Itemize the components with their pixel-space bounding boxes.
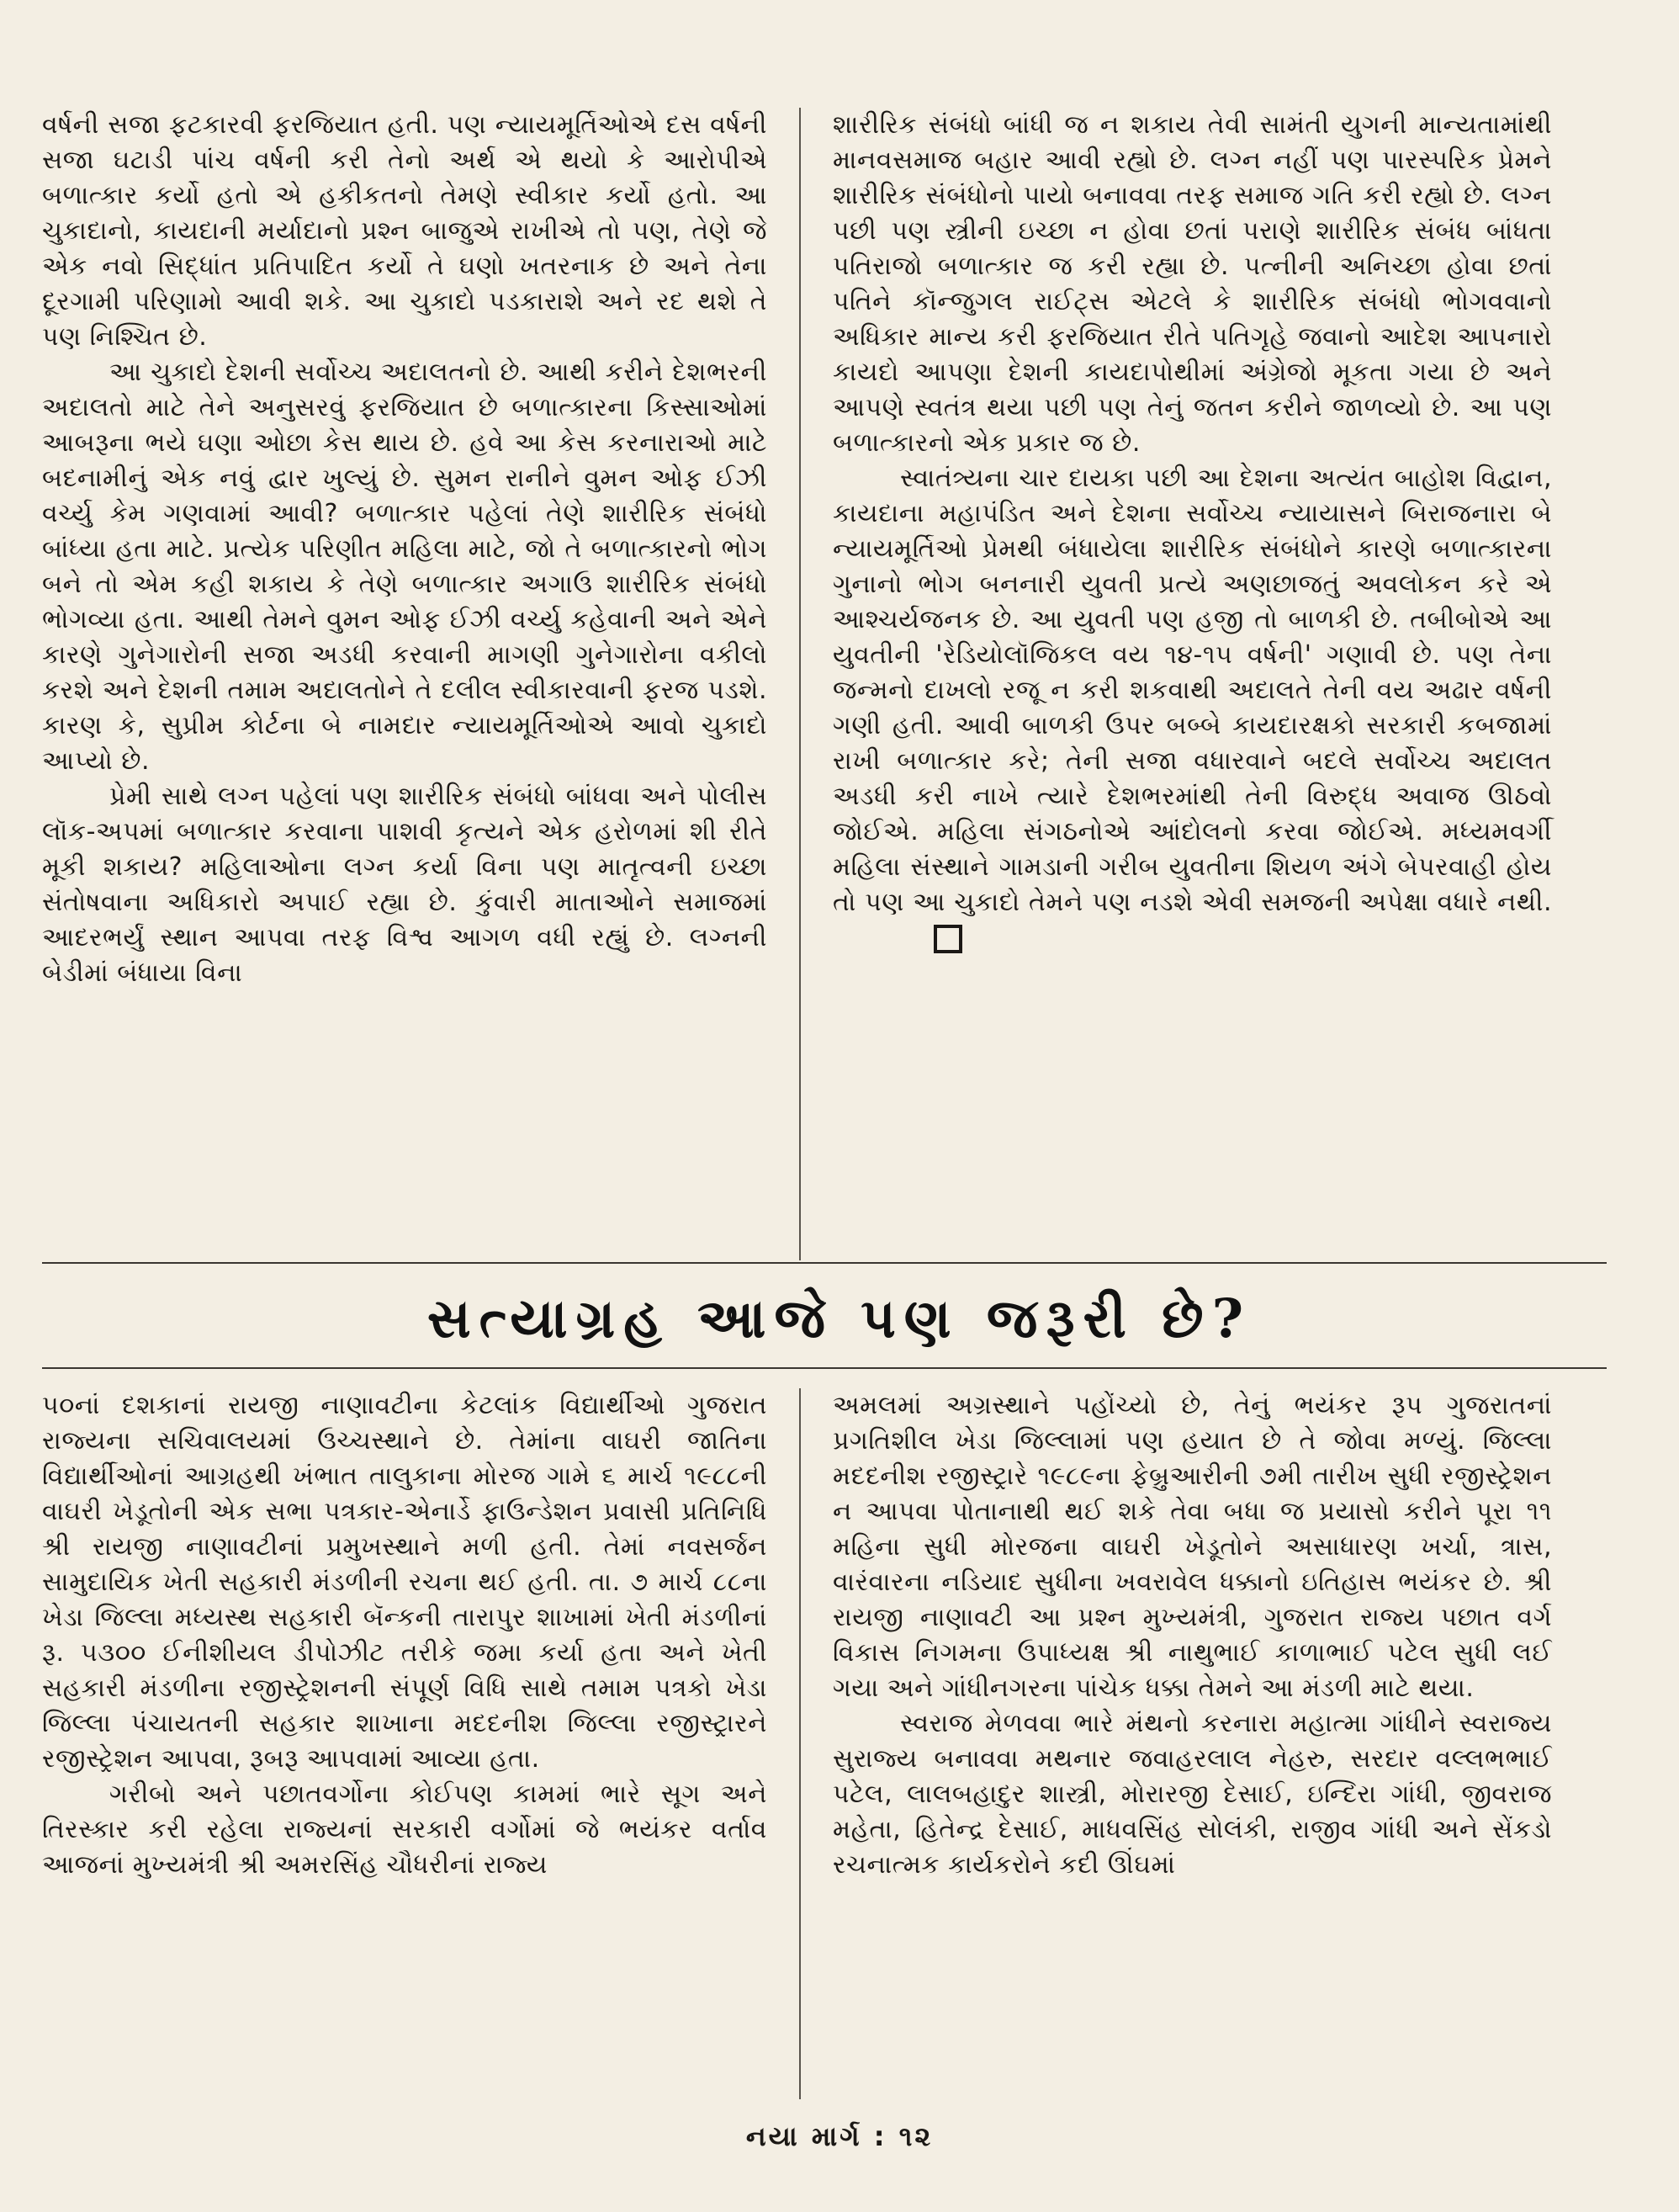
article-top-column-left	[42, 108, 767, 991]
paragraph: ૫૦નાં દશકાનાં રાયજી નાણાવટીના કેટલાંક વિદ્યાર્થીઓ ગુજરાત રાજ્યના સચિવાલયમાં ઉચ્ચસ્થાને છે. તેમાંના વાઘરી જાતિના વિદ્યાર્થીઓનાં આગ્રહથી ખંભાત તાલુકાના મોરજ ગામે ૬ માર્ચ ૧૯૮૮ની વાઘરી ખેડૂતોની એક સભા પત્રકાર-એનાર્ડે ફાઉન્ડેશન પ્રવાસી પ્રતિનિધિ શ્રી રાયજી નાણાવટીનાં પ્રમુખસ્થાને મળી હતી. તેમાં નવસર્જન સામુદાયિક ખેતી સહકારી મંડળીની રચના થઈ હતી. તા. ૭ માર્ચ ૮૮ના ખેડા જિલ્લા મધ્યસ્થ સહકારી બૅન્કની તારાપુર શાખામાં ખેતી મંડળીનાં રૂ. ૫૩૦૦ ઈનીશીયલ ડીપોઝીટ તરીકે જમા કર્યા હતા અને ખેતી સહકારી મંડળીના રજીસ્ટ્રેશનની સંપૂર્ણ વિધિ સાથે તમામ પત્રકો ખેડા જિલ્લા પંચાયતની સહકાર શાખાના મદદનીશ જિલ્લા રજીસ્ટ્રારને રજીસ્ટ્રેશન આપવા, રૂબરૂ આપવામાં આવ્યા હતા.	[42, 1391, 767, 1774]
column-divider	[799, 1388, 801, 2099]
paragraph: પ્રેમી સાથે લગ્ન પહેલાં પણ શારીરિક સંબંધો બાંધવા અને પોલીસ લૉક-અપમાં બળાત્કાર કરવાના પાશવી કૃત્યને એક હરોળમાં શી રીતે મૂકી શકાય? મહિલાઓના લગ્ન કર્યા વિના પણ માતૃત્વની ઇચ્છા સંતોષવાના અધિકારો અપાઈ રહ્યા છે. કુંવારી માતાઓને સમાજમાં આદરભર્યું સ્થાન આપવા તરફ વિશ્વ આગળ વધી રહ્યું છે. લગ્નની બેડીમાં બંધાયા વિના	[42, 782, 767, 988]
paragraph-text: સ્વાતંત્ર્યના ચાર દાયકા પછી આ દેશના અત્યંત બાહોશ વિદ્વાન, કાયદાના મહાપંડિત અને દેશના સર્વોચ્ચ ન્યાયાસને બિરાજનારા બે ન્યાયમૂર્તિઓ પ્રેમથી બંધાયેલા શારીરિક સંબંધોને કારણે બળાત્કારના ગુનાનો ભોગ બનનારી યુવતી પ્રત્યે અણછાજતું અવલોકન કરે એ આશ્ચર્યજનક છે. આ યુવતી પણ હજી તો બાળકી છે. તબીબોએ આ યુવતીની 'રેડિયોલૉજિકલ વય ૧૪-૧૫ વર્ષની' ગણાવી છે. પણ તેના જન્મનો દાખલો રજૂ ન કરી શકવાથી અદાલતે તેની વય અઢાર વર્ષની ગણી હતી. આવી બાળકી ઉપર બબ્બે કાયદારક્ષકો સરકારી કબજામાં રાખી બળાત્કાર કરે; તેની સજા વધારવાને બદલે સર્વોચ્ચ અદાલત અડધી કરી નાખે ત્યારે દેશભરમાંથી તેની વિરુદ્ધ અવાજ ઊઠવો જોઈએ. મહિલા સંગઠનોએ આંદોલનો કરવા જોઈએ. મધ્યમવર્ગી મહિલા સંસ્થાને ગામડાની ગરીબ યુવતીના શિયળ અંગે બેપરવાહી હોય તો પણ આ ચુકાદો તેમને પણ નડશે એવી સમજની અપેક્ષા વધારે નથી.	[833, 464, 1552, 917]
paragraph: આ ચુકાદો દેશની સર્વોચ્ચ અદાલતનો છે. આથી કરીને દેશભરની અદાલતો માટે તેને અનુસરવું ફરજિયાત છે બળાત્કારના કિસ્સાઓમાં આબરૂના ભયે ઘણા ઓછા કેસ થાય છે. હવે આ કેસ કરનારાઓ માટે બદનામીનું એક નવું દ્વાર ખુલ્યું છે. સુમન રાનીને વુમન ઓફ ઈઝી વર્ચ્યુ કેમ ગણવામાં આવી? બળાત્કાર પહેલાં તેણે શારીરિક સંબંધો બાંધ્યા હતા માટે. પ્રત્યેક પરિણીત મહિલા માટે, જો તે બળાત્કારનો ભોગ બને તો એમ કહી શકાય કે તેણે બળાત્કાર અગાઉ શારીરિક સંબંધો ભોગવ્યા હતા. આથી તેમને વુમન ઓફ ઈઝી વર્ચ્યુ કહેવાની અને એને કારણે ગુનેગારોની સજા અડધી કરવાની માગણી ગુનેગારોના વકીલો કરશે અને દેશની તમામ અદાલતોને તે દલીલ સ્વીકારવાની ફરજ પડશે. કારણ કે, સુપ્રીમ કોર્ટના બે નામદાર ન્યાયમૂર્તિઓએ આવો ચુકાદો આપ્યો છે.	[42, 358, 767, 776]
paragraph	[833, 461, 1552, 956]
paragraph: અમલમાં અગ્રસ્થાને પહોંચ્યો છે, તેનું ભયંકર રૂપ ગુજરાતનાં પ્રગતિશીલ ખેડા જિલ્લામાં પણ હયાત છે તે જોવા મળ્યું. જિલ્લા મદદનીશ રજીસ્ટ્રારે ૧૯૮૯ના ફેબ્રુઆરીની ૭મી તારીખ સુધી રજીસ્ટ્રેશન ન આપવા પોતાનાથી થઈ શકે તેવા બધા જ પ્રયાસો કરીને પૂરા ૧૧ મહિના સુધી મોરજના વાઘરી ખેડૂતોને અસાધારણ ખર્ચા, ત્રાસ, વારંવારના નડિયાદ સુધીના ખવરાવેલ ધક્કાનો ઇતિહાસ ભયંકર છે. શ્રી રાયજી નાણાવટી આ પ્રશ્ન મુખ્યમંત્રી, ગુજરાત રાજ્ય પછાત વર્ગ વિકાસ નિગમના ઉપાધ્યક્ષ શ્રી નાથુભાઈ કાળાભાઈ પટેલ સુધી લઈ ગયા અને ગાંધીનગરના પાંચેક ધક્કા તેમને આ મંડળી માટે થયા.	[833, 1391, 1552, 1703]
article-bottom-column-left	[42, 1388, 767, 1883]
article-heading: સત્યાગ્રહ આજે પણ જરૂરી છે?	[426, 1286, 1253, 1350]
article-top-column-right	[833, 108, 1552, 956]
column-divider	[799, 108, 801, 1260]
paragraph: ગરીબો અને પછાતવર્ગોના કોઈપણ કામમાં ભારે સૂગ અને તિરસ્કાર કરી રહેલા રાજ્યનાં સરકારી વર્ગોમાં જે ભયંકર વર્તાવ આજનાં મુખ્યમંત્રી શ્રી અમરસિંહ ચૌધરીનાં રાજ્ય	[42, 1780, 767, 1880]
article-bottom-column-right	[833, 1388, 1552, 1883]
heading-rule-bottom	[42, 1367, 1607, 1369]
heading-rule-top	[42, 1262, 1607, 1264]
end-of-article-mark-icon	[934, 925, 962, 953]
page-footer: નયા માર્ગ : ૧૨	[745, 2120, 934, 2152]
paragraph: સ્વરાજ મેળવવા ભારે મંથનો કરનારા મહાત્મા ગાંધીને સ્વરાજ્ય સુરાજ્ય બનાવવા મથનાર જવાહરલાલ નેહરુ, સરદાર વલ્લભભાઈ પટેલ, લાલબહાદુર શાસ્ત્રી, મોરારજી દેસાઈ, ઇન્દિરા ગાંધી, જીવરાજ મહેતા, હિતેન્દ્ર દેસાઈ, માધવસિંહ સોલંકી, રાજીવ ગાંધી અને સેંકડો રચનાત્મક કાર્યકરોને કદી ઊંઘમાં	[833, 1709, 1552, 1880]
paragraph: શારીરિક સંબંધો બાંધી જ ન શકાય તેવી સામંતી યુગની માન્યતામાંથી માનવસમાજ બહાર આવી રહ્યો છે. લગ્ન નહીં પણ પારસ્પરિક પ્રેમને શારીરિક સંબંધોનો પાયો બનાવવા તરફ સમાજ ગતિ કરી રહ્યો છે. લગ્ન પછી પણ સ્ત્રીની ઇચ્છા ન હોવા છતાં પરાણે શારીરિક સંબંધ બાંધતા પતિરાજો બળાત્કાર જ કરી રહ્યા છે. પત્નીની અનિચ્છા હોવા છતાં પતિને કૉન્જુગલ રાઈટ્સ એટલે કે શારીરિક સંબંધો ભોગવવાનો અધિકાર માન્ય કરી ફરજિયાત રીતે પતિગૃહે જવાનો આદેશ આપનારો કાયદો આપણા દેશની કાયદાપોથીમાં અંગ્રેજો મૂકતા ગયા છે અને આપણે સ્વતંત્ર થયા પછી પણ તેનું જતન કરીને જાળવ્યો છે. આ પણ બળાત્કારનો એક પ્રકાર જ છે.	[833, 110, 1552, 458]
paragraph: વર્ષની સજા ફટકારવી ફરજિયાત હતી. પણ ન્યાયમૂર્તિઓએ દસ વર્ષની સજા ઘટાડી પાંચ વર્ષની કરી તેનો અર્થ એ થયો કે આરોપીએ બળાત્કાર કર્યો હતો એ હકીકતનો તેમણે સ્વીકાર કર્યો હતો. આ ચુકાદાનો, કાયદાની મર્યાદાનો પ્રશ્ન બાજુએ રાખીએ તો પણ, તેણે જે એક નવો સિદ્ધાંત પ્રતિપાદિત કર્યો તે ઘણો ખતરનાક છે અને તેના દૂરગામી પરિણામો આવી શકે. આ ચુકાદો પડકારાશે અને રદ થશે તે પણ નિશ્ચિત છે.	[42, 110, 767, 352]
